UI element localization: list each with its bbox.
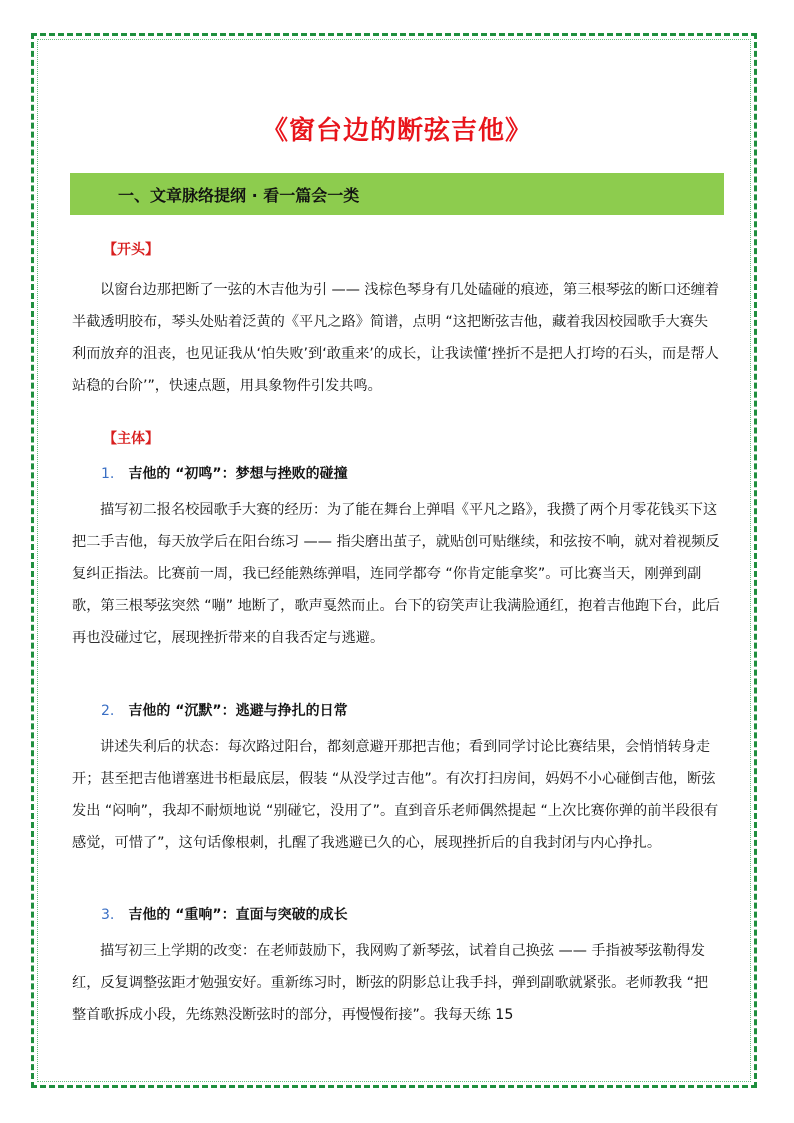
body-item-3-paragraph: 描写初三上学期的改变：在老师鼓励下，我网购了新琴弦，试着自己换弦 —— 手指被琴弦勒得发红，反复调整弦距才勉强安好。重新练习时，断弦的阴影总让我手抖，弹到副歌就紧张。老师教我 “把整首歌拆成小段，先练熟没断弦时的部分，再慢慢衔接”。我每天练 15 [72,943,709,1023]
item-number: 1. [101,466,115,482]
item-number: 3. [101,907,115,923]
section-header-bar [70,173,724,215]
page-title: 《窗台边的断弦吉他》 [261,116,532,146]
item-heading-text: 吉他的 “重响”：直面与突破的成长 [128,907,348,923]
section-title: 一、文章脉络提纲 · 看一篇会一类 [118,186,360,205]
item-heading-text: 吉他的 “初鸣”：梦想与挫败的碰撞 [128,466,348,482]
item-number: 2. [101,703,115,719]
body-item-2-heading [101,700,348,720]
item-heading-text: 吉他的 “沉默”：逃避与挣扎的日常 [128,703,348,719]
body-item-1-heading [101,463,348,483]
opening-label: 【开头】 [103,242,159,258]
opening-paragraph: 以窗台边那把断了一弦的木吉他为引 —— 浅棕色琴身有几处磕碰的痕迹，第三根琴弦的断口还缠着半截透明胶布，琴头处贴着泛黄的《平凡之路》简谱，点明 “这把断弦吉他，藏着我因校园歌手大赛失利而放弃的沮丧，也见证我从‘怕失败’到‘敢重来’的成长，让我读懂‘挫折不是把人打垮的石头，而是帮人站稳的台阶’”，快速点题，用具象物件引发共鸣。 [72,282,720,394]
body-item-1-paragraph: 描写初二报名校园歌手大赛的经历：为了能在舞台上弹唱《平凡之路》，我攒了两个月零花钱买下这把二手吉他，每天放学后在阳台练习 —— 指尖磨出茧子，就贴创可贴继续，和弦按不响，就对着视频反复纠正指法。比赛前一周，我已经能熟练弹唱，连同学都夸 “你肯定能拿奖”。可比赛当天，刚弹到副歌，第三根琴弦突然 “嘣” 地断了，歌声戛然而止。台下的窃笑声让我满脸通红，抱着吉他跑下台，此后再也没碰过它，展现挫折带来的自我否定与逃避。 [72,502,720,646]
body-item-3-heading [101,904,348,924]
body-label: 【主体】 [103,431,159,447]
body-item-2-paragraph: 讲述失利后的状态：每次路过阳台，都刻意避开那把吉他；看到同学讨论比赛结果，会悄悄转身走开；甚至把吉他谱塞进书柜最底层，假装 “从没学过吉他”。有次打扫房间，妈妈不小心碰倒吉他，断弦发出 “闷响”，我却不耐烦地说 “别碰它，没用了”。直到音乐老师偶然提起 “上次比赛你弹的前半段很有感觉，可惜了”，这句话像根刺，扎醒了我逃避已久的心，展现挫折后的自我封闭与内心挣扎。 [72,739,719,851]
